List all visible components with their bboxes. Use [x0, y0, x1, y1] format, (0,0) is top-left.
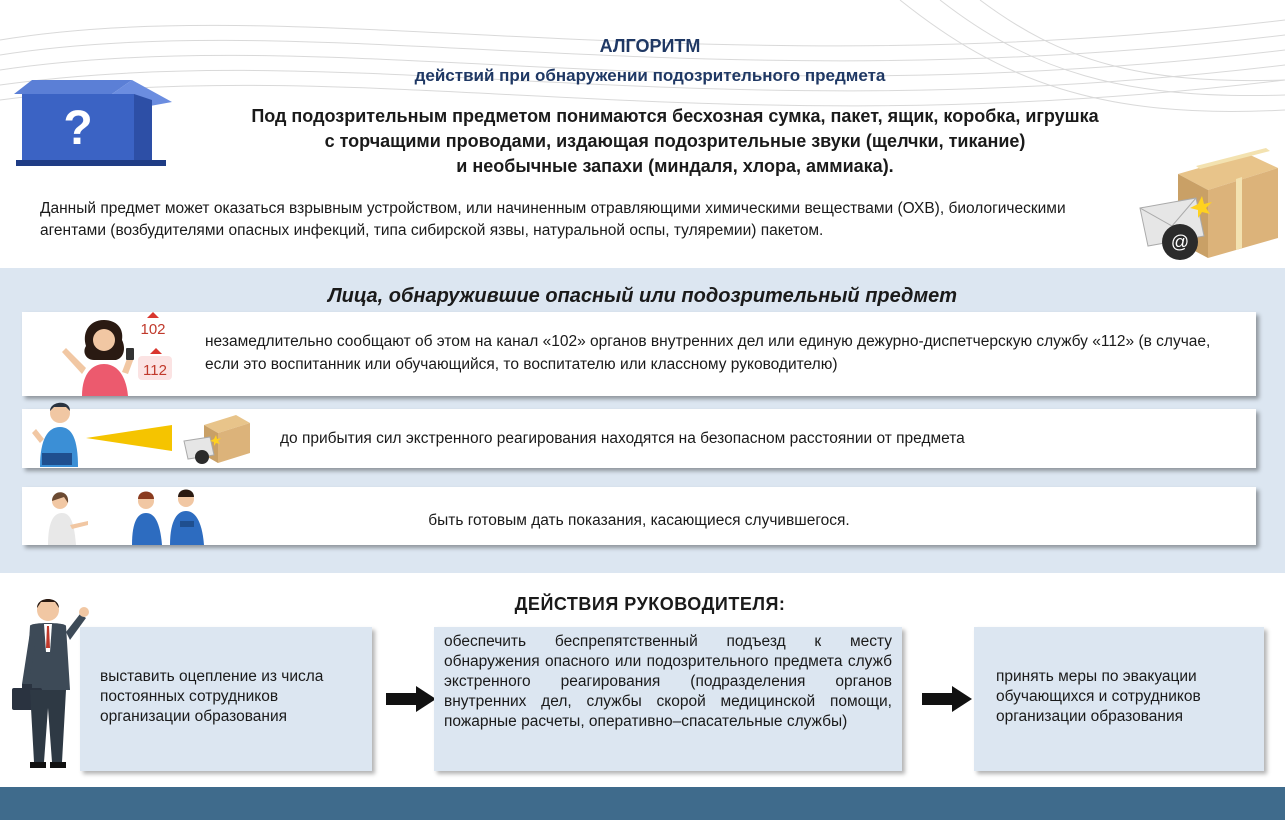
- page-subtitle: действий при обнаружении подозрительного предмета: [414, 66, 886, 85]
- definition-line: с торчащими проводами, издающая подозрительные звуки (щелчки, тикание): [324, 131, 1026, 151]
- definition-line: Под подозрительным предметом понимаются бесхозная сумка, пакет, ящик, коробка, игрушка: [251, 106, 1099, 126]
- phone-label-112: 112: [143, 362, 167, 379]
- arrow-right-icon: [922, 686, 972, 712]
- question-box-icon: [12, 72, 172, 168]
- footer-bar: [0, 787, 1285, 820]
- manager-step-access: обеспечить беспрепятственный подъезд к месту обнаружения опасного или подозрительного предмета служб экстренного реагирования (подразделения органов внутренних дел, службы скорой медицинской помощи, пожарные расчеты, оперативно–спасательные службы): [434, 627, 902, 771]
- persons-section-title: Лица, обнаружившие опасный или подозрительный предмет: [327, 285, 958, 307]
- action-card-report: [22, 312, 1256, 396]
- suspicious-parcel-small-icon: [182, 413, 252, 465]
- action-card-distance: [22, 409, 1256, 468]
- page-title: АЛГОРИТМ: [599, 36, 701, 56]
- action-text: быть готовым дать показания, касающиеся случившегося.: [428, 512, 850, 529]
- manager-section-title: ДЕЙСТВИЯ РУКОВОДИТЕЛЯ:: [514, 594, 786, 614]
- man-pointing-icon: [26, 399, 86, 467]
- manager-step-cordon: выставить оцепление из числа постоянных сотрудников организации образования: [80, 627, 372, 771]
- sight-line-icon: [86, 423, 174, 453]
- action-card-testimony: [22, 487, 1256, 545]
- phone-112-icon: [137, 348, 175, 382]
- definition-text: [165, 104, 1185, 179]
- action-text: до прибытия сил экстренного реагирования находятся на безопасном расстоянии от предмета: [280, 430, 965, 447]
- danger-note: Данный предмет может оказаться взрывным устройством, или начиненным отравляющими химическими веществами (ОХВ), биологическими агентами (возбудителями опасных инфекций, типа сибирской язвы, натуральной оспы, туляремии) пакетом.: [40, 200, 1066, 239]
- phone-102-icon: [134, 312, 172, 338]
- arrow-right-icon: [386, 686, 436, 712]
- phone-label-102: 102: [140, 321, 166, 338]
- definition-line: и необычные запахи (миндаля, хлора, аммиака).: [456, 156, 894, 176]
- action-text: незамедлительно сообщают об этом на канал «102» органов внутренних дел или единую дежурно-диспетчерскую службу «112» (в случае, если это воспитанник или обучающийся, то воспитателю или классному руководителю): [205, 333, 1211, 373]
- manager-step-evacuation: принять меры по эвакуации обучающихся и сотрудников организации образования: [974, 627, 1264, 771]
- suspicious-parcel-icon: [1138, 146, 1278, 264]
- svg-text:?: ?: [63, 102, 93, 155]
- svg-text:@: @: [1170, 232, 1190, 252]
